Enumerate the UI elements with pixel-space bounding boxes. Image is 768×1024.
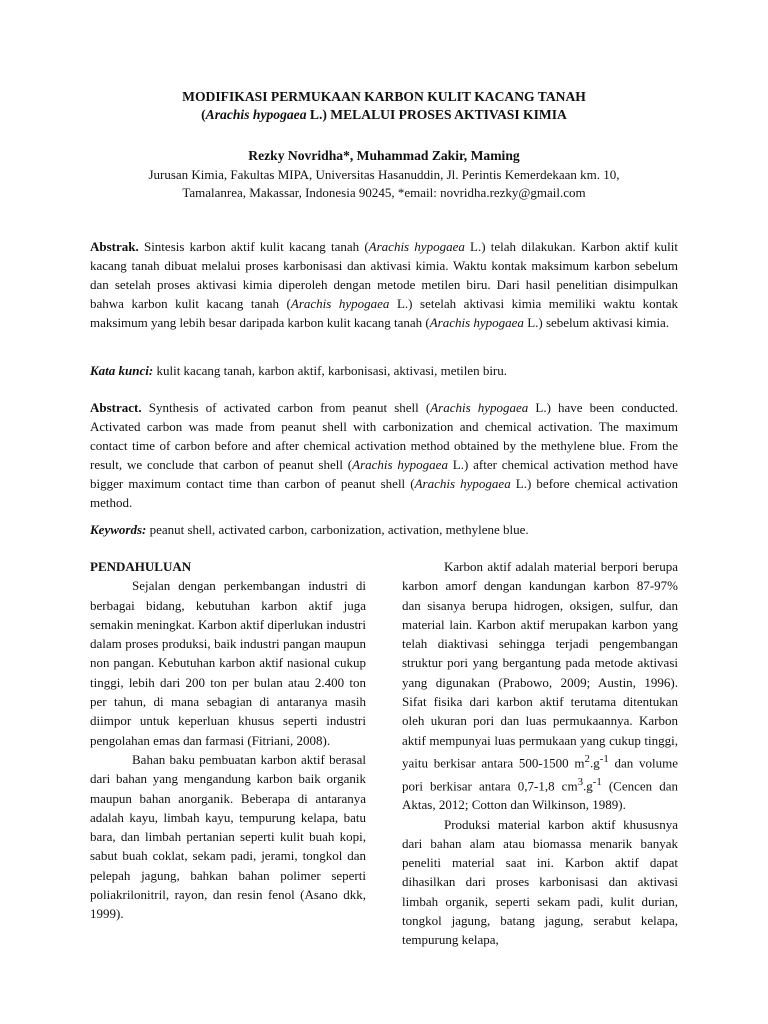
- affiliation-line-1: Jurusan Kimia, Fakultas MIPA, Universitas Hasanuddin, Jl. Perintis Kemerdekaan km. 10,: [148, 167, 620, 182]
- abstrak-text-3: L.) setelah aktivasi kimia memiliki waktu kontak maksimum yang lebih besar daripada karbon kulit kacang tanah (: [90, 296, 678, 330]
- keywords-line: [90, 520, 678, 539]
- abstract-species-2: Arachis hypogaea: [352, 457, 448, 472]
- para-text: .g: [582, 777, 593, 793]
- body-paragraph: [402, 557, 678, 815]
- keywords-label: Keywords:: [90, 522, 147, 537]
- abstract-label: Abstract.: [90, 400, 142, 415]
- kata-kunci-text: kulit kacang tanah, karbon aktif, karbonisasi, aktivasi, metilen biru.: [153, 363, 508, 378]
- body-paragraph: Sejalan dengan perkembangan industri di berbagai bidang, kebutuhan karbon aktif juga semakin meningkat. Karbon aktif diperlukan industri dalam proses produksi, baik industri pangan maupun non pangan. Kebutuhan karbon aktif nasional cukup tinggi, lebih dari 200 ton per bulan atau 2.400 ton per tahun, di mana sebagian di antaranya masih diimpor untuk keperluan khusus seperti industri pengolahan emas dan farmasi (Fitriani, 2008).: [90, 578, 366, 748]
- abstrak-paragraph: [90, 237, 678, 332]
- abstrak-species-3: Arachis hypogaea: [429, 315, 524, 330]
- title-line-1: MODIFIKASI PERMUKAAN KARBON KULIT KACANG TANAH: [182, 89, 586, 104]
- para-text: .g: [589, 755, 600, 771]
- superscript: -1: [592, 775, 602, 788]
- title-species: Arachis hypogaea: [205, 107, 307, 122]
- abstract-text-2: L.) have been conducted. Activated carbon was made from peanut shell with carbonization and chemical activation. The maximum contact time of carbon before and after chemical activation method obtained by the methylene blue. From the result, we conclude that carbon of peanut shell (: [90, 400, 678, 472]
- para-text: (Cencen dan Aktas, 2012; Cotton dan Wilkinson, 1989).: [402, 777, 678, 813]
- left-column: [90, 557, 366, 924]
- abstrak-label: Abstrak.: [90, 239, 139, 254]
- affiliation-line-2: Tamalanrea, Makassar, Indonesia 90245, *email: novridha.rezky@gmail.com: [182, 185, 586, 200]
- title-line-2: [90, 106, 678, 124]
- abstrak-text-2: L.) telah dilakukan. Karbon aktif kulit kacang tanah dibuat melalui proses karbonisasi dan aktivasi kimia. Waktu kontak maksimum karbon sebelum dan setelah proses aktivasi kimia diperoleh dengan metode metilen biru. Dari hasil penelitian disimpulkan bahwa karbon kulit kacang tanah (: [90, 239, 678, 311]
- abstract-paragraph: [90, 398, 678, 512]
- abstract-species-1: Arachis hypogaea: [430, 400, 529, 415]
- superscript: 2: [584, 752, 590, 765]
- abstrak-species-2: Arachis hypogaea: [290, 296, 390, 311]
- author-list: Rezky Novridha*, Muhammad Zakir, Maming: [248, 148, 520, 163]
- abstrak-text-4: L.) sebelum aktivasi kimia.: [523, 315, 670, 330]
- right-column: [402, 557, 678, 950]
- abstrak-text-1: Sintesis karbon aktif kulit kacang tanah (: [138, 239, 369, 254]
- keywords-text: peanut shell, activated carbon, carbonization, activation, methylene blue.: [146, 522, 529, 537]
- body-paragraph: Bahan baku pembuatan karbon aktif berasal dari bahan yang mengandung karbon baik organik maupun bahan anorganik. Beberapa di antaranya adalah kayu, limbah kayu, tempurung kelapa, batu bara, dan limbah pertanian seperti kulit buah kopi, sabut buah coklat, sekam padi, jerami, tongkol dan pelepah jagung, bahkan bahan polimer seperti poliakrilonitril, rayon, dan resin fenol (Asano dkk, 1999).: [90, 751, 366, 922]
- para-text: dan volume pori berkisar antara 0,7-1,8 cm: [402, 755, 679, 793]
- section-heading-pendahuluan: PENDAHULUAN: [90, 559, 192, 574]
- superscript: -1: [599, 752, 609, 765]
- body-paragraph: Produksi material karbon aktif khususnya dari bahan alam atau biomassa menarik banyak peneliti material saat ini. Karbon aktif dapat dihasilkan dari proses karbonisasi dan aktivasi limbah organik, seperti sekam padi, kulit durian, tongkol jagung, batang jagung, serabut kelapa, tempurung kelapa,: [402, 816, 678, 948]
- abstract-text-3: L.) after chemical activation method have bigger maximum contact time than carbon of peanut shell (: [90, 457, 679, 491]
- abstract-text-4: L.) before chemical activation method.: [90, 476, 679, 510]
- paper-title: [90, 88, 678, 124]
- kata-kunci-label: Kata kunci:: [90, 363, 154, 378]
- title-paren: (: [201, 107, 206, 122]
- superscript: 3: [577, 775, 583, 788]
- abstract-species-3: Arachis hypogaea: [414, 476, 511, 491]
- para-text: Karbon aktif adalah material berpori berupa karbon amorf dengan kandungan karbon 87-97% dan sisanya berupa hidrogen, oksigen, sulfur, dan material lain. Karbon aktif merupakan karbon yang telah diaktivasi sehingga terjadi pengembangan struktur pori yang bergantung pada metode aktivasi yang digunakan (Prabowo, 2009; Austin, 1996). Sifat fisika dari karbon aktif terutama ditentukan oleh ukuran pori dan luas permukaannya. Karbon aktif mempunyai luas permukaan yang cukup tinggi, yaitu berkisar antara 500-1500 m: [402, 559, 678, 771]
- abstract-text-1: Synthesis of activated carbon from peanut shell (: [141, 400, 431, 415]
- title-line-2-rest: L.) MELALUI PROSES AKTIVASI KIMIA: [306, 107, 567, 122]
- kata-kunci-line: [90, 361, 678, 380]
- affiliation: [90, 166, 678, 202]
- abstrak-species-1: Arachis hypogaea: [368, 239, 465, 254]
